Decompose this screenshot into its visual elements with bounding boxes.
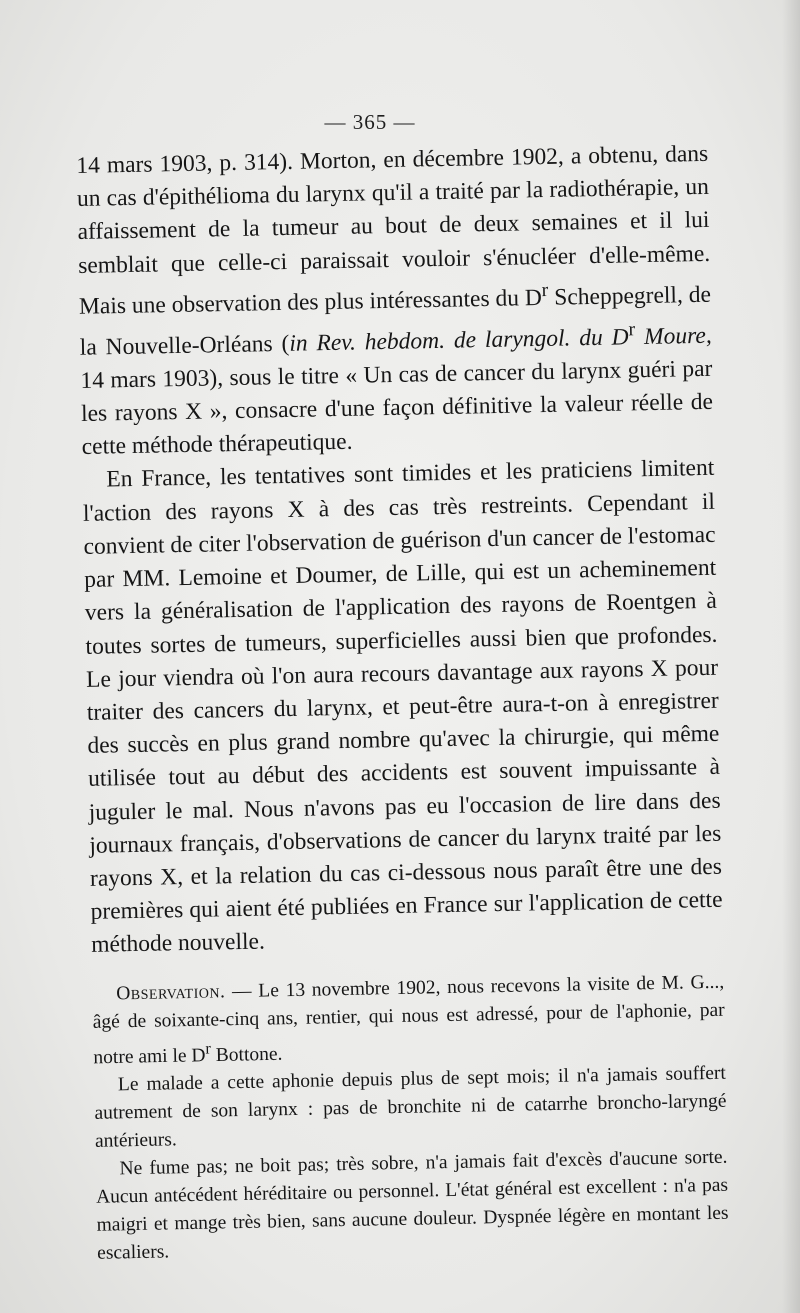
page-edge-shadow bbox=[782, 0, 800, 1313]
superscript: r bbox=[628, 319, 636, 341]
observation-paragraph-1 bbox=[92, 968, 726, 1072]
italic-reference: in Rev. hebdom. de laryngol. du D bbox=[289, 324, 629, 357]
page-text bbox=[76, 138, 729, 1268]
observation-paragraph-3: Ne fume pas; ne boit pas; très sobre, n'a jamais fait d'excès d'aucune sorte. Aucun antécédent héréditaire ou personnel. L'état général est excellent : n'a pas maigri et mange très bien, sans aucune douleur. Dyspnée légère en montant les escaliers. bbox=[95, 1146, 729, 1264]
body-text-segment: Scheppegrell, de la Nouvelle-Orléans ( bbox=[79, 281, 712, 361]
italic-reference: Moure, bbox=[634, 322, 712, 350]
body-text-segment: 14 mars 1903, p. 314). Morton, en décembre 1902, a obtenu, dans un cas d'épithélioma du larynx qu'il a traité par la radiothérapie, un affaissement de la tumeur au bout de deux semaines et il lui semblait que celle-ci paraissait vouloir s'énucléer d'elle-même. Mais une observation des plus intéressantes du D bbox=[76, 140, 711, 320]
page-number: — 365 — bbox=[324, 110, 416, 134]
observation-heading: Observation. bbox=[115, 980, 226, 1004]
body-text-segment: 14 mars 1903), sous le titre « Un cas de cancer du larynx guéri par les rayons X », consacre d'une façon définitive la valeur réelle de cette méthode thérapeutique. bbox=[80, 355, 714, 461]
body-paragraph-2: En France, les tentatives sont timides et les praticiens limitent l'action des rayons X à des cas très restreints. Cependant il convient de citer l'observation de guérison d'un cancer de l'estomac par MM. Lemoine et Doumer, de Lille, qui est un acheminement vers la généralisation de l'application des rayons de Roentgen à toutes sortes de tumeurs, superficielles aussi bien que profondes. Le jour viendra où l'on aura recours davantage aux rayons X pour traiter des cancers du larynx, et peut-être aura-t-on à enregistrer des succès en plus grand nombre qu'avec la chirurgie, qui même utilisée tout au début des accidents est souvent impuissante à juguler le mal. Nous n'avons pas eu l'occasion de lire dans des journaux français, d'observations de cancer du larynx traité par les rayons X, et la relation du cas ci-dessous nous paraît être une des premières qui aient été publiées en France sur l'application de cette méthode nouvelle. bbox=[82, 455, 723, 959]
body-paragraph-1 bbox=[76, 138, 714, 465]
observation-text-segment: — Le 13 novembre 1902, nous recevons la visite de M. G..., âgé de soixante-cinq ans, rentier, qui nous est adressé, pour de l'aphonie, par notre ami le D bbox=[92, 971, 725, 1068]
superscript: r bbox=[205, 1039, 211, 1058]
observation-text-segment: Bottone. bbox=[210, 1043, 283, 1066]
main-body bbox=[76, 138, 723, 963]
observation-section bbox=[92, 968, 729, 1268]
superscript: r bbox=[541, 279, 549, 301]
observation-paragraph-2: Le malade a cette aphonie depuis plus de sept mois; il n'a jamais souffert autrement de son larynx : pas de bronchite ni de catarrhe broncho-laryngé antérieurs. bbox=[94, 1062, 727, 1152]
